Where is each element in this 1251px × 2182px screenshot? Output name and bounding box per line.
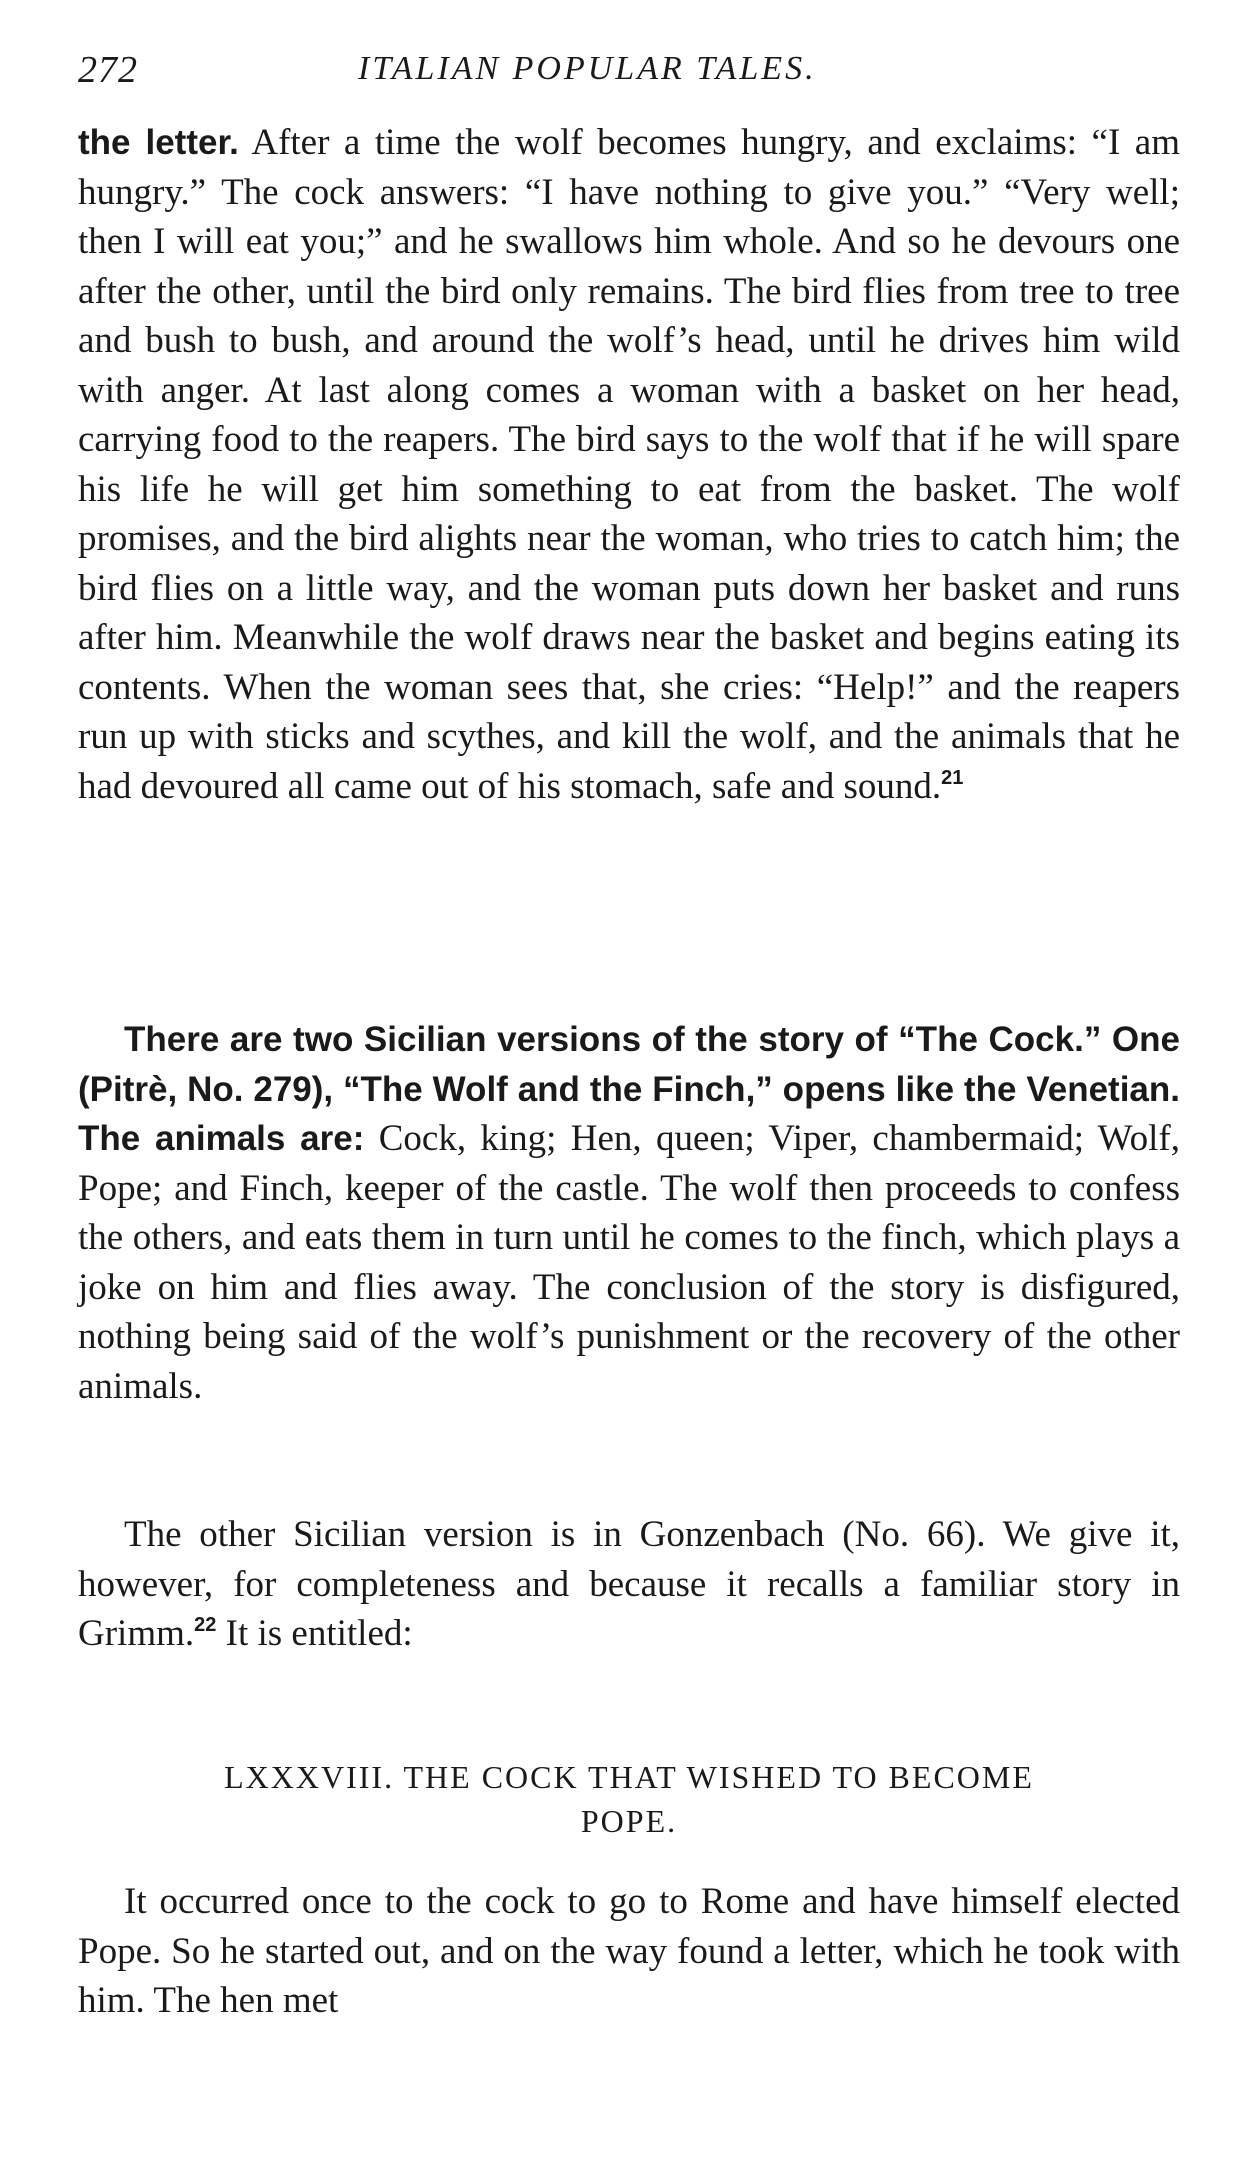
paragraph-text: Cock, king; Hen, queen; Viper, chambermaid; Wolf, Pope; and Finch, keeper of the castle. The wolf then proceeds to confess the others, and eats them in turn until he comes to the finch, which plays a joke on him and flies away. The conclusion of the story is disfigured, nothing being said of the wolf’s punishment or the recovery of the other animals. (78, 1118, 1180, 1407)
paragraph-gonzenbach (78, 1510, 1180, 1659)
paragraph-text: It occurred once to the cock to go to Rome and have himself elected Pope. So he started out, and on the way found a letter, which he took with him. The hen met (78, 1881, 1180, 2021)
footnote-marker: 22 (194, 1614, 217, 1636)
paragraph-text: The other Sicilian version is in Gonzenbach (No. 66). We give it, however, for completeness and because it recalls a familiar story in Grimm. (78, 1514, 1180, 1654)
paragraph-sicilian-versions (78, 1015, 1180, 1411)
paragraph-story-opening (78, 1877, 1180, 2026)
running-head: ITALIAN POPULAR TALES. (358, 50, 817, 87)
story-heading-line: LXXXVIII. THE COCK THAT WISHED TO BECOME (224, 1759, 1034, 1795)
paragraph-lead: the letter. (78, 123, 239, 162)
story-heading (78, 1755, 1180, 1843)
page-number: 272 (78, 49, 138, 91)
story-heading-line: POPE. (580, 1803, 678, 1839)
paragraph-text: After a time the wolf becomes hungry, and exclaims: “I am hungry.” The cock answers: “I have nothing to give you.” “Very well; then I will eat you;” and he swallows him whole. And so he devours one after the other, until the bird only remains. The bird flies from tree to tree and bush to bush, and around the wolf’s head, until he drives him wild with anger. At last along comes a woman with a basket on her head, carrying food to the reapers. The bird says to the wolf that if he will spare his life he will get him something to eat from the basket. The wolf promises, and the bird alights near the woman, who tries to catch him; the bird flies on a little way, and the woman puts down her basket and runs after him. Meanwhile the wolf draws near the basket and begins eating its contents. When the woman sees that, she cries: “Help!” and the reapers run up with sticks and scythes, and kill the wolf, and the animals that he had devoured all came out of his stomach, safe and sound. (78, 122, 1181, 807)
page-header (78, 48, 1183, 98)
footnote-marker: 21 (941, 766, 964, 789)
paragraph-wolf-story-end (78, 118, 1180, 811)
paragraph-lead: There are two Sicilian versions of the story of “The Cock.” One (Pitrè, No. 279), “The Wolf and the Finch,” opens like the Venetian. The animals are: (78, 1020, 1180, 1158)
paragraph-tail: It is entitled: (216, 1613, 413, 1654)
